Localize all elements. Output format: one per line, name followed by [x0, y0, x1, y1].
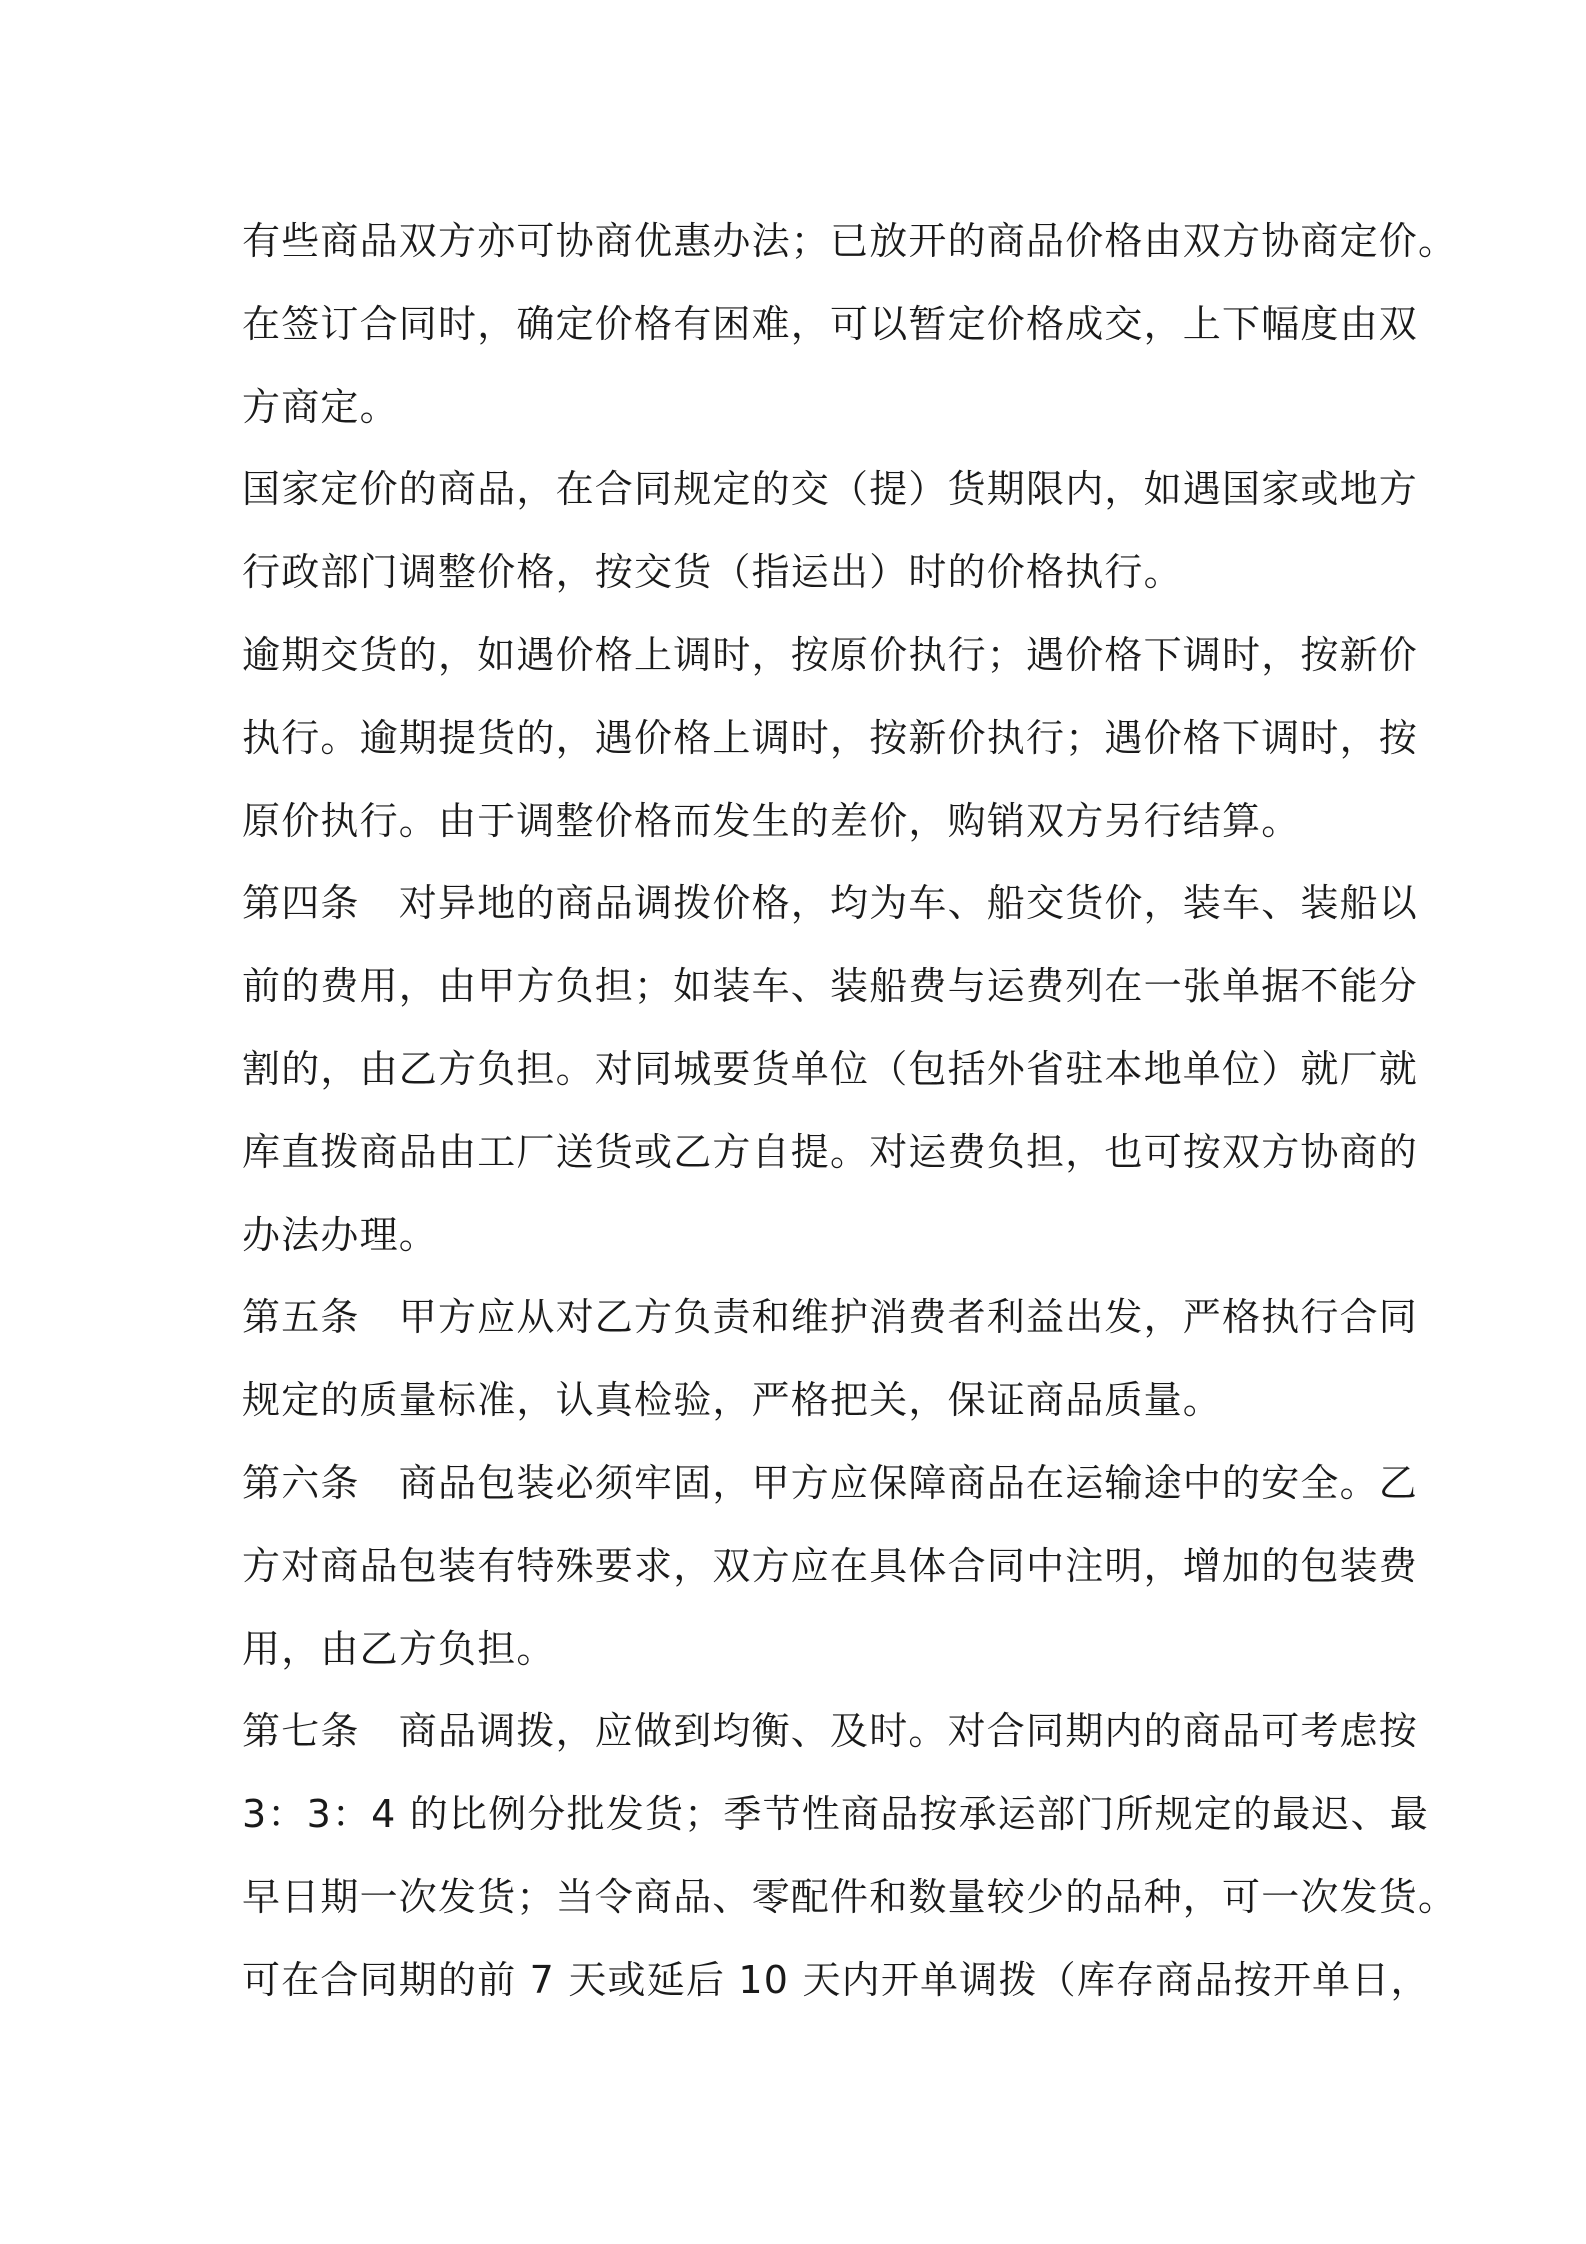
text-line: 在签订合同时，确定价格有困难，可以暂定价格成交，上下幅度由双	[242, 301, 1419, 346]
text-line: 办法办理。	[242, 1212, 439, 1257]
article-5-line: 第五条 甲方应从对乙方负责和维护消费者利益出发，严格执行合同	[242, 1295, 1419, 1340]
text-line: 执行。逾期提货的，遇价格上调时，按新价执行；遇价格下调时，按	[242, 715, 1419, 760]
text-line: 可在合同期的前 7 天或延后 10 天内开单调拨（库存商品按开单日，	[242, 1957, 1430, 2002]
text-line: 前的费用，由甲方负担；如装车、装船费与运费列在一张单据不能分	[242, 964, 1419, 1009]
text-line: 规定的质量标准，认真检验，严格把关，保证商品质量。	[242, 1378, 1223, 1423]
article-6-line: 第六条 商品包装必须牢固，甲方应保障商品在运输途中的安全。乙	[242, 1460, 1419, 1505]
text-line: 原价执行。由于调整价格而发生的差价，购销双方另行结算。	[242, 798, 1301, 843]
text-line: 用，由乙方负担。	[242, 1626, 556, 1671]
text-line: 割的，由乙方负担。对同城要货单位（包括外省驻本地单位）就厂就	[242, 1046, 1419, 1091]
text-line: 逾期交货的，如遇价格上调时，按原价执行；遇价格下调时，按新价	[242, 632, 1419, 677]
text-line: 早日期一次发货；当令商品、零配件和数量较少的品种，可一次发货。	[242, 1874, 1458, 1919]
text-line: 方商定。	[242, 384, 399, 429]
text-line: 有些商品双方亦可协商优惠办法；已放开的商品价格由双方协商定价。	[242, 219, 1458, 263]
text-line: 库直拨商品由工厂送货或乙方自提。对运费负担，也可按双方协商的	[242, 1129, 1419, 1174]
document-body	[242, 200, 1458, 2022]
article-7-line: 第七条 商品调拨，应做到均衡、及时。对合同期内的商品可考虑按	[242, 1709, 1419, 1754]
article-4-line: 第四条 对异地的商品调拨价格，均为车、船交货价，装车、装船以	[242, 881, 1419, 926]
text-line: 方对商品包装有特殊要求，双方应在具体合同中注明，增加的包装费	[242, 1543, 1419, 1588]
text-line: 行政部门调整价格，按交货（指运出）时的价格执行。	[242, 550, 1183, 595]
text-line: 3：3：4 的比例分批发货；季节性商品按承运部门所规定的最迟、最	[242, 1792, 1430, 1837]
text-line: 国家定价的商品，在合同规定的交（提）货期限内，如遇国家或地方	[242, 467, 1419, 512]
